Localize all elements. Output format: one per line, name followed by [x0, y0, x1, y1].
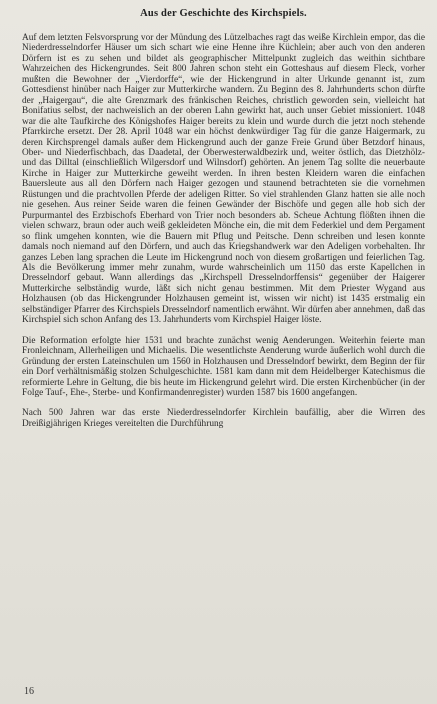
- paragraph-reformation: Die Reformation erfolgte hier 1531 und brachte zunächst wenig Aenderungen. Weiterhin feierte man Fronleichnam, Allerheiligen und Michaelis. Die wesentlichste Aenderung wurde äußerlich wohl durch die Gründung der ersten Lateinschulen um 1560 in Holzhausen und Dresselndorf bewirkt, dem Beginn der für ein Dorf verhältnismäßig stolzen Schulgeschichte. 1581 kam dann mit dem Heidelberger Katechismus die reformierte Lehre in Geltung, die bis heute im Hickengrund gelehrt wird. Die ersten Kirchenbücher (in der Folge Tauf-, Ehe-, Sterbe- und Konfirmandenregister) wurden 1587 bis 1600 angefangen.: [22, 335, 425, 398]
- paragraph-gap: [22, 398, 425, 408]
- paragraph-history-intro: Auf dem letzten Felsvorsprung vor der Mündung des Lützelbaches ragt das weiße Kirchlein empor, das die Niederdresselndorfer Häuser um sich schart wie eine Henne ihre Küchlein; aber auch von den anderen Dörfern ist es zu sehen und bildet als geographischer Mittelpunkt zugleich das weithin sichtbare Wahrzeichen des Hickengrundes. Seit 800 Jahren schon steht ein Gotteshaus auf diesem Fleck, vorher mußten die Bewohner der „Vierdorffe“, wie der Hickengrund in alter Urkunde genannt ist, zum Gottesdienst hinüber nach Haiger zur Mutterkirche wandern. Zu Beginn des 8. Jahrhunderts schon dürfte der „Haigergau“, die alte Grenzmark des fränkischen Reiches, christlich geworden sein, vielleicht hat Bonifatius selbst, der nachweislich an der oberen Lahn gewirkt hat, auch unser Gebiet missioniert. 1048 war die alte Taufkirche des Königshofes Haiger bereits zu klein und wurde durch die jetzt noch stehende Pfarrkirche ersetzt. Der 28. April 1048 war ein höchst denkwürdiger Tag für die ganze Haigermark, zu deren Kirchsprengel damals außer dem Hickengrund auch der ganze Freie Grund über Betzdorf hinaus, Ober- und Niederfischbach, das Daadetal, der Oberwesterwaldbezirk und, weiter östlich, das Dietzhölz- und das Dilltal (einschließlich Wilgersdorf und Wilnsdorf) gehörten. An jenem Tag sollte die neuerbaute Kirche in Haiger zur Mutterkirche geweiht werden. In ihren besten Kleidern waren die einfachen Bauersleute aus all den Dörfern nach Haiger gezogen und staunend betrachteten sie die vornehmen Rüstungen und die prachtvollen Pferde der adeligen Ritter. So viel strahlenden Glanz hatten sie alle noch nie gesehen. Aus reiner Seide waren die feinen Gewänder der Bischöfe und gegen alle hob sich der Purpurmantel des Erzbischofs Eberhard von Trier noch besonders ab. Scheue Achtung flößten ihnen die vielen schwarz, braun oder auch weiß gekleideten Mönche ein, die mit dem Federkiel und dem Pergament so flink umgehen konnten, wie die Bauern mit Pflug und Peitsche. Denn schreiben und lesen konnte damals noch niemand auf den Dörfern, und auch das Kriegshandwerk war den Adeligen vorbehalten. Ihr ganzes Leben lang sprachen die Leute im Hickengrund noch von diesem großartigen und feierlichen Tag. Als die Bevölkerung immer mehr zunahm, wurde wahrscheinlich um 1150 das erste Kapellchen in Dresselndorf gebaut. Wann allerdings das „Kirchspell Dresselndorffensis“ gegenüber der Haigerer Mutterkirche selbständig wurde, läßt sich nicht genau bestimmen. Mit dem Priester Wygand aus Holzhausen (ob das Hickengrunder Holzhausen gemeint ist, wissen wir nicht) ist 1435 erstmalig ein selbständiger Pfarrer des Kirchspiels Dresselndorf namentlich erwähnt. Wir dürfen aber annehmen, daß das Kirchspiel sich schon Anfang des 13. Jahrhunderts vom Kirchspiel Haiger löste.: [22, 33, 425, 326]
- paragraph-church-decay: Nach 500 Jahren war das erste Niederdresselndorfer Kirchlein baufällig, aber die Wirren des Dreißigjährigen Krieges vereitelten die Durchführung: [22, 408, 425, 429]
- paragraph-gap: [22, 326, 425, 336]
- page-number: 16: [24, 686, 34, 697]
- article-title: Aus der Geschichte des Kirchspiels.: [140, 8, 307, 19]
